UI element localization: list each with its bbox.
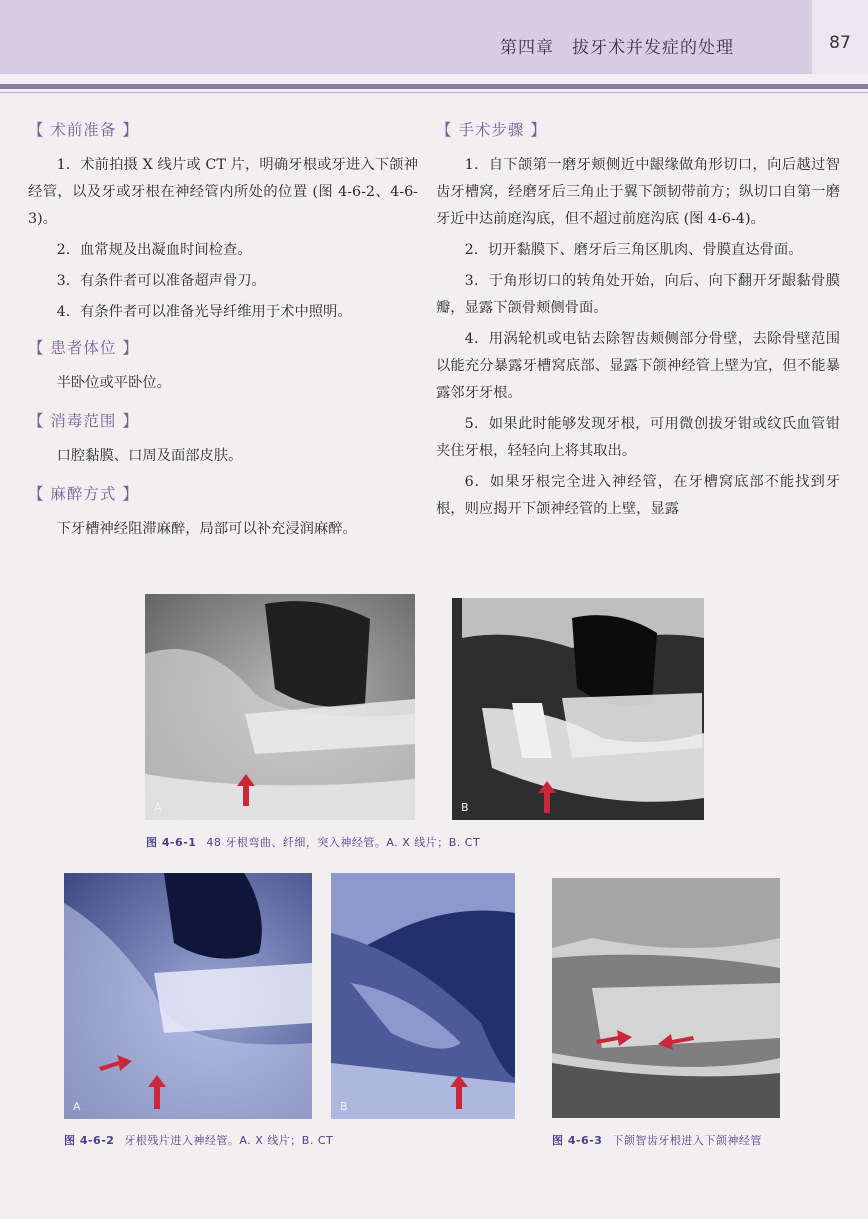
panel-letter: B: [340, 1100, 348, 1113]
step-item: 2．切开黏膜下、磨牙后三角区肌肉、骨膜直达骨面。: [464, 242, 803, 258]
fig-4-6-2-b-ct: [331, 873, 515, 1119]
caption-text: 牙根残片进入神经管。A. X 线片；B. CT: [124, 1134, 334, 1147]
disinfect-text: 口腔黏膜、口周及面部皮肤。: [56, 448, 243, 464]
fig-label: 图 4-6-2: [64, 1134, 115, 1147]
preop-heading: 【 术前准备 】: [28, 121, 139, 139]
anesthesia-text: 下牙槽神经阻滞麻醉，局部可以补充浸润麻醉。: [56, 521, 357, 537]
fig-4-6-1-b-ct: [452, 598, 704, 820]
header-rule: [0, 84, 868, 89]
panel-letter: B: [461, 801, 469, 814]
caption-text: 48 牙根弯曲、纤细，突入神经管。A. X 线片；B. CT: [206, 836, 481, 849]
disinfect-heading: 【 消毒范围 】: [28, 412, 139, 430]
caption-text: 下颌智齿牙根进入下颌神经管: [612, 1134, 762, 1147]
step-item: 6．如果牙根完全进入神经管，在牙槽窝底部不能找到牙根，则应揭开下颌神经管的上壁，显露: [436, 474, 840, 517]
fig-label: 图 4-6-3: [552, 1134, 603, 1147]
fig-4-6-2-a-xray: [64, 873, 312, 1119]
chapter-title: 第四章 拔牙术并发症的处理: [500, 38, 734, 58]
preop-item: 4．有条件者可以准备光导纤维用于术中照明。: [56, 304, 352, 320]
anesthesia-heading: 【 麻醉方式 】: [28, 485, 139, 503]
fig-4-6-1-a-xray: [145, 594, 415, 820]
fig-4-6-1-caption: [146, 834, 480, 850]
step-item: 5．如果此时能够发现牙根，可用微创拔牙钳或纹氏血管钳夹住牙根，轻轻向上将其取出。: [436, 416, 840, 459]
step-item: 3．于角形切口的转角处开始，向后、向下翻开牙龈黏骨膜瓣，显露下颌骨颊侧骨面。: [436, 273, 840, 316]
fig-4-6-3-xray: [552, 878, 780, 1118]
header-band: [0, 0, 812, 74]
right-column: [436, 112, 840, 527]
preop-item: 2．血常规及出凝血时间检查。: [56, 242, 252, 258]
steps-heading: 【 手术步骤 】: [436, 121, 547, 139]
page-number: 87: [829, 33, 851, 53]
panel-letter: A: [73, 1100, 81, 1113]
position-heading: 【 患者体位 】: [28, 339, 139, 357]
fig-4-6-3-caption: [552, 1132, 762, 1148]
fig-4-6-2-caption: [64, 1132, 333, 1148]
step-item: 4．用涡轮机或电钻去除智齿颊侧部分骨壁，去除骨壁范围以能充分暴露牙槽窝底部、显露下颌神经管上壁为宜，但不能暴露邻牙牙根。: [436, 331, 840, 401]
panel-letter: A: [154, 801, 162, 814]
left-column: [28, 112, 418, 555]
page-number-box: [812, 0, 868, 74]
preop-item: 3．有条件者可以准备超声骨刀。: [56, 273, 266, 289]
preop-item: 1．术前拍摄 X 线片或 CT 片，明确牙根或牙进入下颌神经管，以及牙或牙根在神经管内所处的位置 (图 4-6-2、4-6-3)。: [28, 157, 418, 227]
position-text: 半卧位或平卧位。: [56, 375, 171, 391]
header-rule-thin: [0, 92, 868, 93]
fig-label: 图 4-6-1: [146, 836, 197, 849]
step-item: 1．自下颌第一磨牙颊侧近中龈缘做角形切口，向后越过智齿牙槽窝，经磨牙后三角止于翼下颌韧带前方；纵切口自第一磨牙近中达前庭沟底，但不超过前庭沟底 (图 4-6-4)。: [436, 157, 840, 227]
